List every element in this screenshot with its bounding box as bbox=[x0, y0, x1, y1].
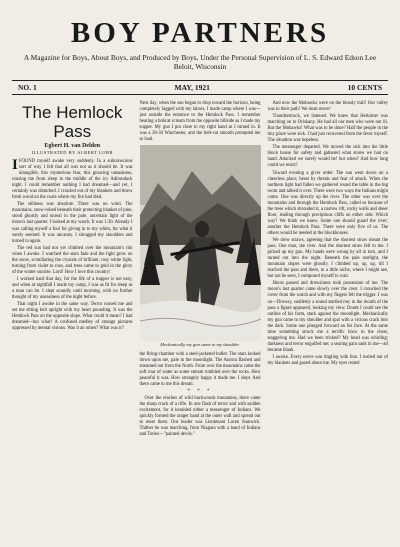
illustration-caption: Mechanically my gun came to my shoulder. bbox=[160, 342, 240, 348]
drop-cap: I bbox=[12, 157, 18, 173]
paragraph: Next day, when the sun began to drop toward the horizon, being completely fagged with my labors, I made camp where I was—just outside the entrance to the Hemlock Pass. I remember hearing a bobcat scream from the opposite hillside as I made my supper. My gun I put close to my right hand as I turned in. It was a 38-30 Winchester, and the bolt-cut smooth prompted me to load. bbox=[139, 101, 261, 143]
story-illustrator: ILLUSTRATED BY ALBERT LOBB bbox=[31, 150, 113, 155]
paragraph bbox=[12, 159, 133, 201]
issue-number: NO. 1 bbox=[18, 83, 37, 92]
paragraph: Thunderstruck, we listened. We knew that Herkimer was marching on to Oriskany. He had all our men who were not ill. But the Mohawks! What was to be done? Half the people in the tiny place were sick. I had just recovered from the fever myself. The situation was hopeless. bbox=[267, 114, 388, 144]
story-author: Egbert H. van Delden bbox=[44, 143, 101, 149]
paragraph: Toward evening a giver order. The sun went down on a cheerless place, beset by threats and fear of attack. When the northern light had fallen we gathered round the table in the big room and talked it over. There were two ways the Indians might come. One was directly up the river. The other was over the mountains and through the Hemlock Pass, called so because of the trees which shrouded it, a narrow rift, rocky walls and sheer floor, leading through precipitous cliffs on either side. Which way? We think we knew. Some one should guard the river; another the Hemlock Pass. There were only five of us. The others would be needed at the blockhouses. bbox=[267, 170, 388, 236]
article-columns bbox=[12, 101, 388, 439]
story-title: The Hemlock Pass bbox=[22, 103, 123, 141]
paragraph: Hours passed and drowsiness took possession of me. The moon's last quarter came slowly over the crest. I crouched the cover from the watch and with my fingers felt the trigger. I was on—Drowsy, suddenly a sound startled me; in the mouth of the pass a figure appeared, looking my view. Doubt I could see the outline of his form, stark against the moonlight. Mechanically my gun came to my shoulder and spat with a vicious crack into the dark. Some one plunged forward on his face. At the same time something struck me a terrific blow in the chest, staggering me. Had we been tricked? My head was whirling; darkness and terror engulfed me; a searing pain sank in me—all became blank. bbox=[267, 281, 388, 353]
masthead-subtitle: A Magazine for Boys, About Boys, and Produced by Boys, Under the Personal Supervision of L. S. Edward Edson Lee bbox=[23, 53, 377, 62]
column-3 bbox=[268, 101, 389, 439]
section-break: * * * bbox=[187, 389, 213, 395]
paragraph: The messenger departed. We moved the sick into the little block house for safety and gathered what stores we had on hand. Attacked we surely would be! but when? And how long could we resist? bbox=[267, 145, 388, 169]
paragraph: The red sun had not yet climbed over the mountain's rim when I awoke. I watched the stars fade and the light grow on the snow, scintillating the crystals of brilliant, rosy white light, turning from violet to rose, and trees came to gold in the glory of the winter sunrise. Lord! How I love this country! bbox=[12, 245, 133, 275]
masthead-title: BOY PARTNERS bbox=[70, 17, 330, 49]
paragraph: That night I awoke in the same way. Terror roused me and set me sitting bolt upright with my heart pounding. It was the Hemlock Pass on the opposite slope. What could it mean? I had dreamed—but what? A confused medley of strange pictures oppressed by mental visions. Was it an omen? What was it? bbox=[12, 302, 133, 332]
paragraph: Over the reaches of wild backwoods mountains, there came the sharp crack of a rifle. In one flash of terror and with sudden excitement, for it heralded either a messenger of Indians. We quickly formed the ranger band at the outer wall and spread out to meet them. Our leader was Lieutenant Loren Stanwick. Thither he was marching, from Niagara with a band of Indians and Tories—"painted devils." bbox=[139, 396, 261, 438]
issue-price: 10 CENTS bbox=[347, 83, 382, 92]
column-1 bbox=[12, 101, 133, 439]
story-illustration bbox=[140, 145, 261, 348]
paragraph: We drew straws, agreeing that the shortest straw meant the pass. One man, the river. And the shortest straw fell to me. I picked up my gun. My hands were wrong by all in turn, and I turned out into the night. Beneath the pale starlight, the mountain slopes were ghostly. I climbed up, up, up, till I reached the pass and there, in a little niche, where I might see, but not be seen, I composed myself to wait. bbox=[267, 238, 388, 280]
paragraph: the firing-chamber with a steel-jacketed bullet. The stars looked down upon me, pale in the moonlight. The Aurora flashed and streamed out from the North. From over the mountains came the soft roar of water as some stream rumbled over the rocks. How peaceful it was. How strangely happy it made me. I slept. And there came to me this dream: bbox=[139, 351, 261, 388]
paragraph: And now the Mohawks were on the bloody trail! Our valley was in their path! We must move! bbox=[267, 101, 388, 113]
paragraph: I awoke. Every nerve was tingling with fear. I rushed out of my blankets and gazed about me. My eyes rested bbox=[267, 354, 388, 366]
paragraph-text: FOUND myself awake very suddenly. In a subconscious sort of way I felt that all was not as it should be. It was intangible, this mysterious fear, this gnawing uneasiness, rousing me from sleep in the middle of the icy Adirondack night. I could remember nothing I had dreamed—and yet, I certainly was disturbed. I crawled out of my blankets and threw fresh wood on the coals where my fire had died. bbox=[12, 159, 133, 201]
paragraph: The stillness was absolute. There was no wind. The mountains, snow-robed beneath their protecting blanket of pine, stood ghostly and unreal in the pale, uncertain light of the moon's last quarter. I looked at my watch. It was 1:30. Already I was calling myself a fool for giving in to my whim, for what it surely seemed. It was uncanny. I shrugged my shoulders and turned in again. bbox=[12, 202, 133, 244]
column-2 bbox=[140, 101, 261, 439]
paragraph: I worked hard that day, for the life of a trapper is not easy, and when at nightfall I made my camp, I was as fit for sleep as a man can be. I slept soundly until morning, with no further thought of my uneasiness of the night before. bbox=[12, 276, 133, 301]
hunter-illustration bbox=[140, 145, 261, 341]
masthead-location: Beloit, Wisconsin bbox=[173, 62, 227, 71]
issue-date: MAY, 1921 bbox=[174, 83, 210, 92]
issue-bar bbox=[12, 80, 388, 95]
